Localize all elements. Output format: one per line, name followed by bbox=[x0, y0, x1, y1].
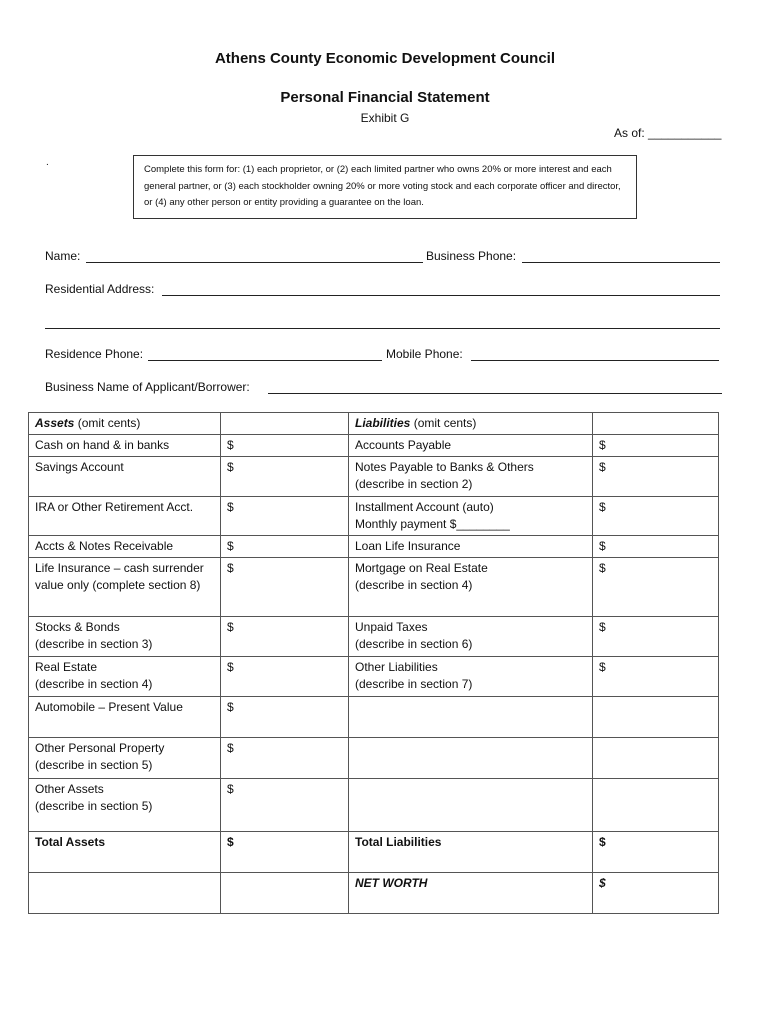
asset-amount[interactable]: $ bbox=[221, 457, 349, 497]
liability-amount[interactable] bbox=[593, 697, 719, 738]
liability-label: Other Liabilities (describe in section 7) bbox=[349, 657, 593, 697]
liability-amount[interactable]: $ bbox=[593, 657, 719, 697]
asset-label: Real Estate (describe in section 4) bbox=[29, 657, 221, 697]
asset-label: Life Insurance – cash surrender value only (complete section 8) bbox=[29, 558, 221, 617]
table-row bbox=[29, 617, 719, 657]
mobile-phone-field[interactable] bbox=[471, 360, 719, 361]
table-row bbox=[29, 536, 719, 558]
residence-phone-label: Residence Phone: bbox=[45, 347, 144, 361]
liability-amount[interactable]: $ bbox=[593, 617, 719, 657]
as-of-field[interactable]: As of: ___________ bbox=[614, 126, 722, 140]
mobile-phone-label: Mobile Phone: bbox=[386, 347, 463, 361]
total-liabilities-label: Total Liabilities bbox=[349, 832, 593, 873]
liability-amount[interactable]: $ bbox=[593, 536, 719, 558]
liability-label bbox=[349, 697, 593, 738]
asset-amount[interactable]: $ bbox=[221, 617, 349, 657]
total-assets-label: Total Assets bbox=[29, 832, 221, 873]
liability-amount[interactable] bbox=[593, 779, 719, 832]
name-field[interactable] bbox=[86, 262, 423, 263]
residential-address-label: Residential Address: bbox=[45, 282, 155, 296]
liabilities-header: Liabilities (omit cents) bbox=[349, 413, 593, 435]
asset-label: Cash on hand & in banks bbox=[29, 435, 221, 457]
liability-label: Installment Account (auto) Monthly payment $________ bbox=[349, 497, 593, 536]
liability-amount[interactable]: $ bbox=[593, 558, 719, 617]
table-header-row bbox=[29, 413, 719, 435]
asset-label: Other Assets (describe in section 5) bbox=[29, 779, 221, 832]
residence-phone-field[interactable] bbox=[148, 360, 382, 361]
liability-label: Notes Payable to Banks & Others (describe in section 2) bbox=[349, 457, 593, 497]
table-row bbox=[29, 779, 719, 832]
total-assets-amount[interactable]: $ bbox=[221, 832, 349, 873]
totals-row bbox=[29, 832, 719, 873]
table-row bbox=[29, 435, 719, 457]
residential-address-field[interactable] bbox=[162, 295, 720, 296]
liability-label: Unpaid Taxes (describe in section 6) bbox=[349, 617, 593, 657]
liability-label: Accounts Payable bbox=[349, 435, 593, 457]
net-worth-row bbox=[29, 873, 719, 914]
asset-amount[interactable]: $ bbox=[221, 435, 349, 457]
asset-amount[interactable]: $ bbox=[221, 536, 349, 558]
financial-statement-table bbox=[28, 412, 719, 914]
assets-header: Assets (omit cents) bbox=[29, 413, 221, 435]
business-phone-field[interactable] bbox=[522, 262, 720, 263]
residential-address-field-line2[interactable] bbox=[45, 328, 720, 329]
asset-label: IRA or Other Retirement Acct. bbox=[29, 497, 221, 536]
asset-label: Automobile – Present Value bbox=[29, 697, 221, 738]
instructions-box: Complete this form for: (1) each proprietor, or (2) each limited partner who owns 20% or more interest and each general partner, or (3) each stockholder owning 20% or more voting stock and each corporate officer and director, or (4) any other person or entity providing a guarantee on the loan. bbox=[133, 155, 637, 219]
liability-amount[interactable]: $ bbox=[593, 435, 719, 457]
net-worth-amount[interactable]: $ bbox=[593, 873, 719, 914]
page-title: Personal Financial Statement bbox=[280, 89, 490, 106]
asset-label: Savings Account bbox=[29, 457, 221, 497]
table-row bbox=[29, 497, 719, 536]
liability-label bbox=[349, 779, 593, 832]
business-phone-label: Business Phone: bbox=[426, 249, 517, 263]
liability-amount[interactable]: $ bbox=[593, 457, 719, 497]
asset-label: Accts & Notes Receivable bbox=[29, 536, 221, 558]
asset-amount[interactable]: $ bbox=[221, 558, 349, 617]
business-name-label: Business Name of Applicant/Borrower: bbox=[45, 380, 250, 394]
liability-label: Mortgage on Real Estate (describe in section 4) bbox=[349, 558, 593, 617]
business-name-field[interactable] bbox=[268, 393, 722, 394]
asset-label: Stocks & Bonds (describe in section 3) bbox=[29, 617, 221, 657]
organization-name: Athens County Economic Development Council bbox=[214, 50, 556, 67]
liability-label bbox=[349, 738, 593, 779]
table-row bbox=[29, 657, 719, 697]
asset-amount[interactable]: $ bbox=[221, 738, 349, 779]
net-worth-label: NET WORTH bbox=[349, 873, 593, 914]
table-row bbox=[29, 697, 719, 738]
total-liabilities-amount[interactable]: $ bbox=[593, 832, 719, 873]
liability-label: Loan Life Insurance bbox=[349, 536, 593, 558]
asset-amount[interactable]: $ bbox=[221, 779, 349, 832]
name-label: Name: bbox=[45, 249, 81, 263]
stray-mark: . bbox=[46, 157, 49, 168]
liability-amount[interactable] bbox=[593, 738, 719, 779]
table-row bbox=[29, 738, 719, 779]
asset-amount[interactable]: $ bbox=[221, 657, 349, 697]
exhibit-label: Exhibit G bbox=[360, 111, 410, 125]
table-row bbox=[29, 457, 719, 497]
asset-amount[interactable]: $ bbox=[221, 697, 349, 738]
table-row bbox=[29, 558, 719, 617]
liability-amount[interactable]: $ bbox=[593, 497, 719, 536]
asset-amount[interactable]: $ bbox=[221, 497, 349, 536]
asset-label: Other Personal Property (describe in section 5) bbox=[29, 738, 221, 779]
